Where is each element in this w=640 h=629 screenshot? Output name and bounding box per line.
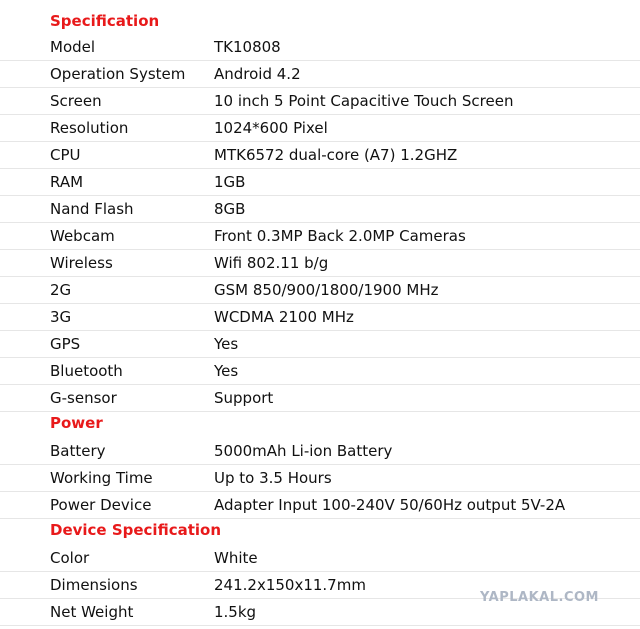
spec-value: 10 inch 5 Point Capacitive Touch Screen <box>214 92 514 110</box>
spec-value: 1024*600 Pixel <box>214 119 328 137</box>
spec-value: Yes <box>214 335 239 353</box>
spec-value: Yes <box>214 362 239 380</box>
spec-label: Net Weight <box>50 603 134 621</box>
section-title-power: Power <box>50 414 103 432</box>
spec-label: Power Device <box>50 496 152 514</box>
spec-label: CPU <box>50 146 81 164</box>
spec-value: Wifi 802.11 b/g <box>214 254 329 272</box>
table-row <box>0 545 640 572</box>
table-row <box>0 465 640 492</box>
spec-value: White <box>214 549 258 567</box>
table-row <box>0 169 640 196</box>
spec-label: G-sensor <box>50 389 117 407</box>
table-row <box>0 358 640 385</box>
spec-value: Support <box>214 389 274 407</box>
spec-value: 1.5kg <box>214 603 257 621</box>
spec-value: 8GB <box>214 200 246 218</box>
spec-value: 5000mAh Li-ion Battery <box>214 442 393 460</box>
spec-label: Dimensions <box>50 576 138 594</box>
table-row <box>0 142 640 169</box>
section-title-specification: Specification <box>50 12 160 30</box>
spec-label: Screen <box>50 92 102 110</box>
spec-label: Nand Flash <box>50 200 134 218</box>
spec-label: Color <box>50 549 90 567</box>
spec-value: Up to 3.5 Hours <box>214 469 332 487</box>
table-row <box>0 88 640 115</box>
table-row <box>0 385 640 412</box>
table-row <box>0 34 640 61</box>
spec-value: WCDMA 2100 MHz <box>214 308 354 326</box>
spec-value: MTK6572 dual-core (A7) 1.2GHZ <box>214 146 458 164</box>
spec-label: 3G <box>50 308 72 326</box>
table-row <box>0 492 640 519</box>
table-row <box>0 277 640 304</box>
spec-label: Model <box>50 38 96 56</box>
table-row <box>0 196 640 223</box>
spec-label: Wireless <box>50 254 113 272</box>
spec-label: GPS <box>50 335 81 353</box>
spec-label: RAM <box>50 173 84 191</box>
spec-label: Battery <box>50 442 106 460</box>
watermark-text: YAPLAKAL.COM <box>480 590 599 605</box>
spec-label: Operation System <box>50 65 186 83</box>
table-row <box>0 115 640 142</box>
spec-value: 1GB <box>214 173 246 191</box>
spec-value: Front 0.3MP Back 2.0MP Cameras <box>214 227 466 245</box>
spec-value: Adapter Input 100-240V 50/60Hz output 5V-2A <box>214 496 566 514</box>
table-row <box>0 250 640 277</box>
table-row <box>0 438 640 465</box>
spec-value: 241.2x150x11.7mm <box>214 576 366 594</box>
spec-label: 2G <box>50 281 72 299</box>
spec-label: Webcam <box>50 227 115 245</box>
spec-label: Bluetooth <box>50 362 123 380</box>
table-row <box>0 61 640 88</box>
table-row <box>0 304 640 331</box>
section-title-device-specification: Device Specification <box>50 521 222 539</box>
spec-label: Working Time <box>50 469 153 487</box>
table-row <box>0 223 640 250</box>
spec-value: Android 4.2 <box>214 65 301 83</box>
table-row <box>0 331 640 358</box>
spec-value: TK10808 <box>214 38 281 56</box>
spec-value: GSM 850/900/1800/1900 MHz <box>214 281 439 299</box>
spec-label: Resolution <box>50 119 129 137</box>
